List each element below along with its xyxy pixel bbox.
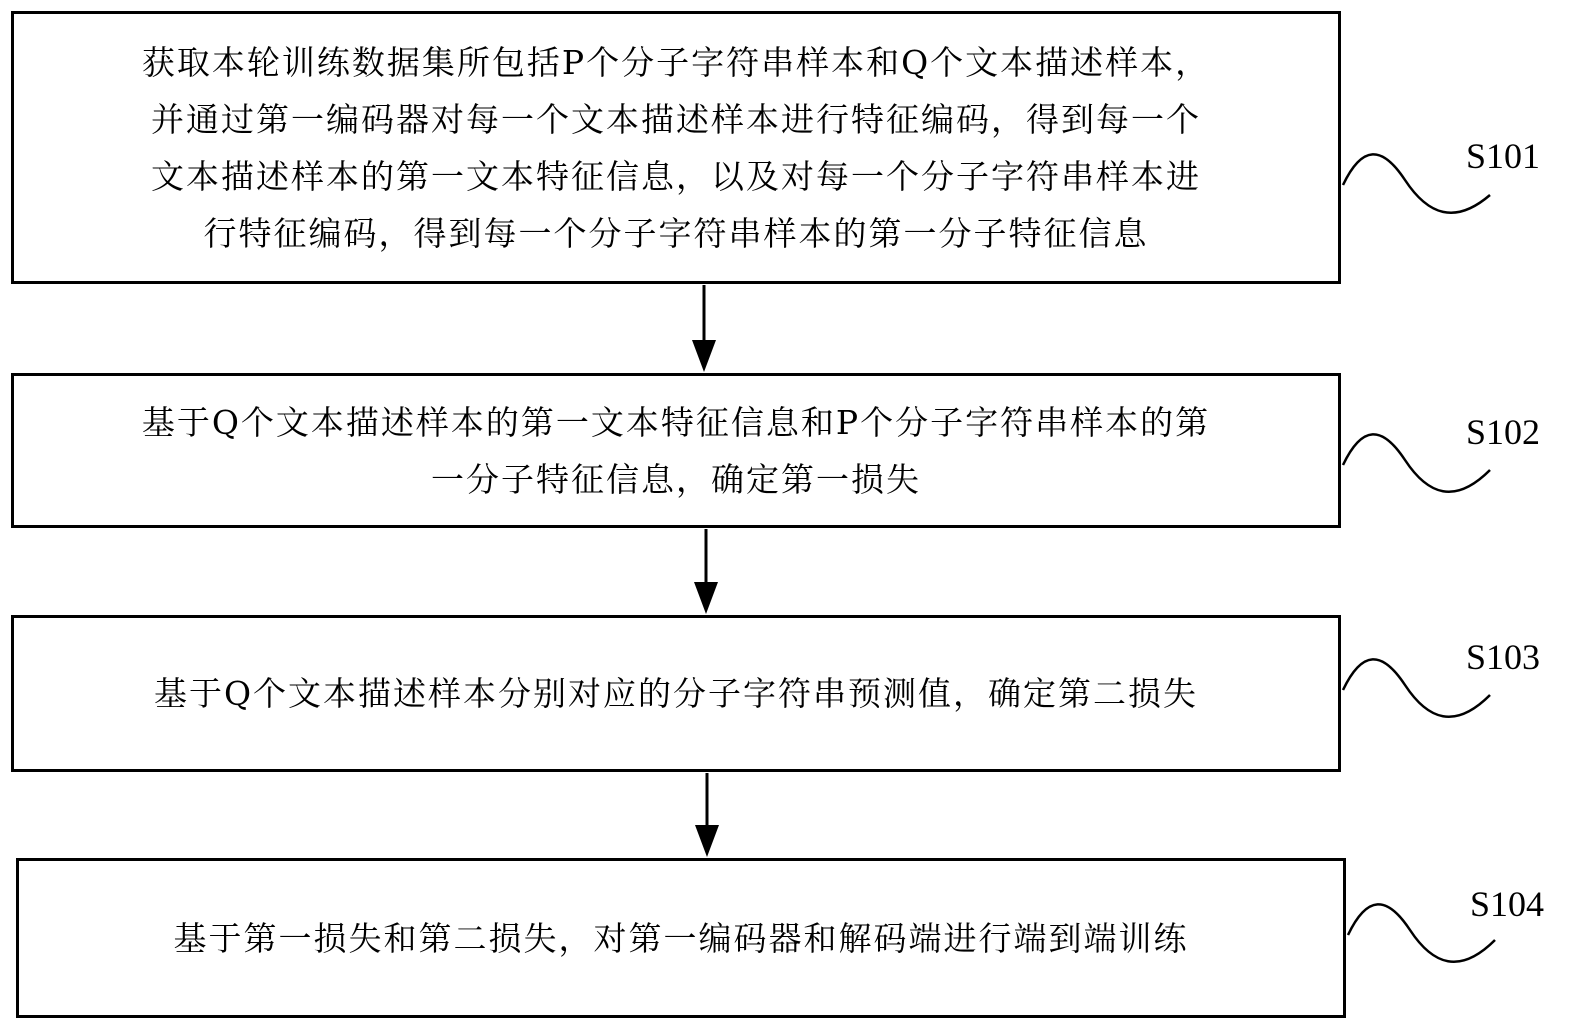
step-label-s103: S103: [1466, 637, 1541, 677]
step-box-s101: [11, 11, 1341, 284]
arrow-s102-to-s103: [694, 529, 718, 614]
step-text-line: 获取本轮训练数据集所包括P个分子字符串样本和Q个文本描述样本，: [141, 42, 1211, 82]
step-box-s103: [11, 615, 1341, 772]
step-label-s102: S102: [1466, 412, 1541, 452]
arrow-s103-to-s104: [695, 773, 719, 857]
step-text-s103: [154, 665, 1198, 722]
step-box-s104: [16, 858, 1346, 1018]
step-text-line: 基于Q个文本描述样本分别对应的分子字符串预测值，确定第二损失: [153, 674, 1199, 713]
arrow-s101-to-s102: [692, 285, 716, 372]
arrow-head: [694, 582, 718, 614]
arrow-head: [695, 825, 719, 857]
step-text-line: 一分子特征信息，确定第一损失: [430, 459, 921, 499]
arrow-head: [692, 340, 716, 372]
step-text-line: 行特征编码，得到每一个分子字符串样本的第一分子特征信息: [203, 213, 1149, 253]
step-text-line: 文本描述样本的第一文本特征信息，以及对每一个分子字符串样本进: [150, 156, 1201, 196]
step-text-line: 并通过第一编码器对每一个文本描述样本进行特征编码，得到每一个: [150, 99, 1201, 139]
step-text-line: 基于第一损失和第二损失，对第一编码器和解码端进行端到端训练: [173, 918, 1189, 958]
step-label-s101: S101: [1466, 136, 1541, 176]
step-text-line: 基于Q个文本描述样本的第一文本特征信息和P个分子字符串样本的第: [141, 402, 1211, 442]
step-text-s101: [142, 34, 1210, 262]
step-text-s102: [142, 394, 1210, 508]
step-text-s104: [174, 910, 1189, 967]
step-box-s102: [11, 373, 1341, 528]
step-label-s104: S104: [1470, 884, 1545, 924]
